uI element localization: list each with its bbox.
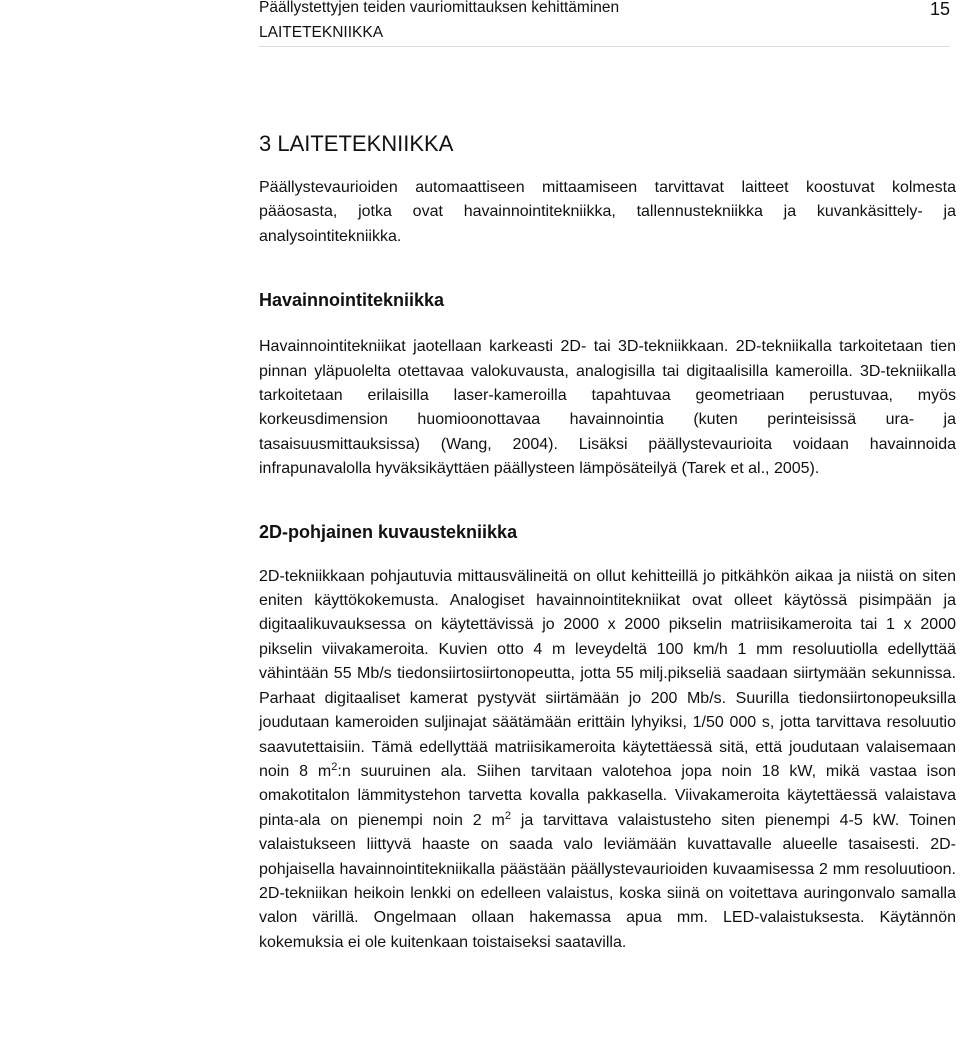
page-body: [259, 130, 956, 955]
paragraph-text: 2D-tekniikkaan pohjautuvia mittausvälineitä on ollut kehitteillä jo pitkähkön aikaa ja niistä on siten eniten käyttökokemusta. Analogiset havainnointitekniikat ovat olleet käytössä pisimpään ja digitaalikuvauksessa on käytettävissä jo 2000 x 2000 pikselin matriisikameroita tai 1 x 2000 pikselin viivakameroita. Kuvien otto 4 m leveydeltä 100 km/h 1 mm resoluutiolla edellyttää vähintään 55 Mb/s tiedonsiirtosiirtonopeutta, jotta 55 milj.pikseliä saadaan siirtymään sekunnissa. Parhaat digitaaliset kamerat pystyvät siirtämään jo 200 Mb/s. Suurilla tiedonsiirtonopeuksilla joudutaan kameroiden suljinajat säätämään erittäin lyhyiksi, 1/50 000 s, jotta tarvittava resoluutio saavutettaisiin. Tämä edellyttää matriisikameroita käytettäessä sitä, että joudutaan valaisemaan noin 8 m: [259, 567, 956, 780]
page-number: 15: [929, 0, 950, 19]
section-paragraph-havainnointitekniikka: Havainnointitekniikat jaotellaan karkeasti 2D- tai 3D-tekniikkaan. 2D-tekniikalla tarkoitetaan tien pinnan yläpuolelta otettavaa valokuvausta, analogisilla tai digitaalisilla kameroilla. 3D-tekniikalla tarkoitetaan erilaisilla laser-kameroilla tapahtuvaa geometriaan perustuvaa, myös korkeusdimension huomioonottavaa havainnointia (kuten perinteisissä ura- ja tasaisuusmittauksissa) (Wang, 2004). Lisäksi päällystevaurioita voidaan havainnoida infrapunavalolla hyväksikäyttäen päällysteen lämpösäteilyä (Tarek et al., 2005).: [259, 338, 956, 478]
superscript: 2: [504, 809, 511, 822]
section-paragraph-2d-kuvaustekniikka: [259, 565, 956, 956]
paragraph-text: ja tarvittava valaistusteho siten pienempi 4-5 kW. Toinen valaistukseen liittyvä haaste on saada valo leviämään kuvattavalle alueelle tasaisesti. 2D-pohjaisella havainnointitekniikalla päästään päällystevaurioiden kuvaamisessa 2 mm resoluutioon. 2D-tekniikan heikoin lenkki on edelleen valaistus, koska siinä on voitettava auringonvalo samalla valon värillä. Ongelmaan ollaan hakemassa apua mm. LED-valaistuksesta. Käytännön kokemuksia ei ole kuitenkaan toistaiseksi saatavilla.: [259, 811, 956, 951]
document-title: Päällystettyjen teiden vauriomittauksen kehittäminen: [259, 0, 620, 16]
section-heading-2d-kuvaustekniikka: 2D-pohjainen kuvaustekniikka: [259, 521, 518, 542]
superscript: 2: [331, 760, 338, 773]
chapter-heading: 3 LAITETEKNIIKKA: [259, 131, 454, 156]
chapter-intro-paragraph: Päällystevaurioiden automaattiseen mittaamiseen tarvittavat laitteet koostuvat kolmesta pääosasta, jotka ovat havainnointitekniikka, tallennustekniikka ja kuvankäsittely- ja analysointitekniikka.: [259, 179, 956, 245]
chapter-running-title: LAITETEKNIIKKA: [259, 24, 384, 41]
page-header: [259, 0, 950, 42]
header-divider: [259, 46, 950, 47]
paragraph-text: :n suuruinen ala. Siihen tarvitaan valotehoa jopa noin 18 kW, mikä vastaa ison omakotitalon lämmitystehon tarvetta kovalla pakkasella. Viivakameroita käytettäessä valaistava pinta-ala on pienempi noin 2 m: [259, 762, 956, 829]
section-heading-havainnointitekniikka: Havainnointitekniikka: [259, 290, 445, 311]
